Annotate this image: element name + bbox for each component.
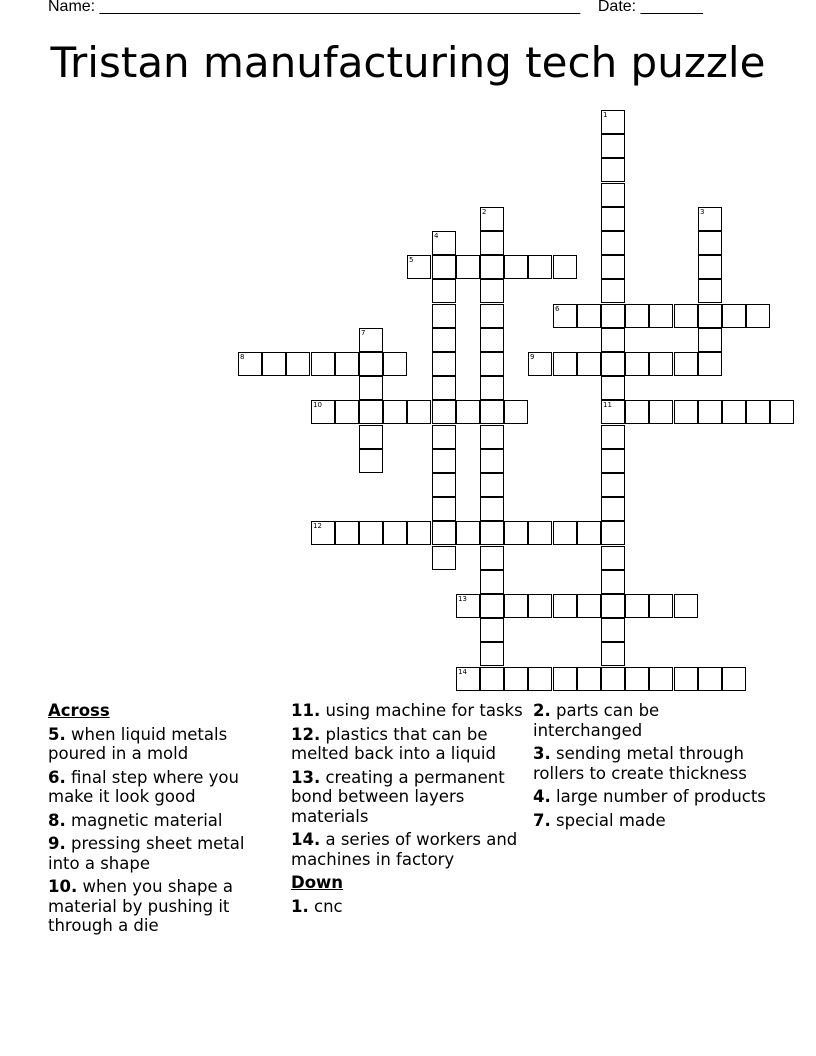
crossword-cell[interactable]	[601, 376, 625, 400]
crossword-cell[interactable]	[480, 352, 504, 376]
crossword-cell[interactable]	[601, 570, 625, 594]
crossword-cell[interactable]	[601, 521, 625, 545]
crossword-cell[interactable]	[601, 473, 625, 497]
crossword-cell[interactable]	[480, 521, 504, 545]
crossword-cell[interactable]	[601, 134, 625, 158]
crossword-cell[interactable]	[601, 594, 625, 618]
crossword-cell[interactable]	[601, 110, 625, 134]
crossword-cell[interactable]	[359, 376, 383, 400]
clue-across-13: 13. creating a permanent bond between layers materials	[291, 767, 505, 826]
crossword-cell[interactable]	[722, 304, 746, 328]
crossword-cell[interactable]	[480, 304, 504, 328]
crossword-cell[interactable]	[480, 207, 504, 231]
crossword-cell[interactable]	[698, 304, 722, 328]
crossword-cell[interactable]	[577, 352, 601, 376]
crossword-cell[interactable]	[674, 304, 698, 328]
crossword-cell[interactable]	[601, 207, 625, 231]
crossword-cell[interactable]	[722, 667, 746, 691]
crossword-cell[interactable]	[601, 400, 625, 424]
crossword-cell[interactable]	[383, 352, 407, 376]
clue-number: 1	[603, 111, 608, 119]
clue-across-8: 8. magnetic material	[48, 810, 223, 830]
crossword-cell[interactable]	[698, 667, 722, 691]
clue-number: 8	[240, 353, 245, 361]
crossword-cell[interactable]	[553, 521, 577, 545]
crossword-cell[interactable]	[432, 473, 456, 497]
crossword-cell[interactable]	[722, 400, 746, 424]
crossword-cell[interactable]	[480, 570, 504, 594]
clue-number: 5	[409, 256, 414, 264]
crossword-cell[interactable]	[456, 400, 480, 424]
crossword-cell[interactable]	[649, 352, 673, 376]
crossword-cell[interactable]	[407, 400, 431, 424]
crossword-cell[interactable]	[432, 400, 456, 424]
crossword-cell[interactable]	[698, 352, 722, 376]
crossword-cell[interactable]	[480, 667, 504, 691]
crossword-cell[interactable]	[456, 594, 480, 618]
crossword-cell[interactable]	[770, 400, 794, 424]
crossword-cell[interactable]	[407, 521, 431, 545]
crossword-cell[interactable]	[359, 328, 383, 352]
crossword-cell[interactable]	[480, 376, 504, 400]
crossword-cell[interactable]	[698, 207, 722, 231]
crossword-cell[interactable]	[601, 304, 625, 328]
crossword-cell[interactable]	[432, 255, 456, 279]
clue-number: 10	[313, 401, 322, 409]
crossword-cell[interactable]	[359, 521, 383, 545]
crossword-cell[interactable]	[528, 521, 552, 545]
crossword-cell[interactable]	[359, 352, 383, 376]
clue-across-5: 5. when liquid metals poured in a mold	[48, 724, 228, 763]
crossword-cell[interactable]	[238, 352, 262, 376]
clues-column-3	[533, 701, 773, 834]
crossword-cell[interactable]	[674, 352, 698, 376]
clue-down-3: 3. sending metal through rollers to create thickness	[533, 744, 747, 783]
crossword-cell[interactable]	[480, 279, 504, 303]
clue-number: 2	[482, 208, 487, 216]
crossword-cell[interactable]	[601, 183, 625, 207]
crossword-cell[interactable]	[674, 400, 698, 424]
crossword-cell[interactable]	[577, 667, 601, 691]
crossword-cell[interactable]	[480, 400, 504, 424]
crossword-cell[interactable]	[359, 449, 383, 473]
crossword-cell[interactable]	[601, 667, 625, 691]
crossword-cell[interactable]	[601, 328, 625, 352]
crossword-cell[interactable]	[480, 594, 504, 618]
crossword-cell[interactable]	[311, 352, 335, 376]
crossword-cell[interactable]	[359, 425, 383, 449]
crossword-cell[interactable]	[286, 352, 310, 376]
down-heading: Down	[291, 873, 344, 892]
crossword-cell[interactable]	[528, 667, 552, 691]
crossword-cell[interactable]	[504, 594, 528, 618]
crossword-cell[interactable]	[601, 497, 625, 521]
crossword-cell[interactable]	[553, 255, 577, 279]
crossword-cell[interactable]	[625, 594, 649, 618]
clue-across-12: 12. plastics that can be melted back into a liquid	[291, 724, 496, 763]
crossword-cell[interactable]	[601, 158, 625, 182]
name-field-label: Name: ______________________________________________________	[48, 0, 581, 15]
crossword-cell[interactable]	[553, 667, 577, 691]
clue-number: 6	[555, 305, 560, 313]
crossword-cell[interactable]	[480, 546, 504, 570]
crossword-cell[interactable]	[674, 594, 698, 618]
crossword-cell[interactable]	[674, 667, 698, 691]
clue-number: 4	[434, 232, 439, 240]
crossword-cell[interactable]	[577, 594, 601, 618]
clue-across-9: 9. pressing sheet metal into a shape	[48, 834, 245, 873]
crossword-cell[interactable]	[480, 473, 504, 497]
clue-across-14: 14. a series of workers and machines in factory	[291, 830, 518, 869]
clue-down-4: 4. large number of products	[533, 787, 766, 806]
clue-number: 7	[361, 329, 366, 337]
crossword-cell[interactable]	[456, 255, 480, 279]
crossword-cell[interactable]	[625, 304, 649, 328]
crossword-cell[interactable]	[480, 618, 504, 642]
clues-column-1	[48, 701, 276, 940]
crossword-cell[interactable]	[480, 231, 504, 255]
clue-across-11: 11. using machine for tasks	[291, 701, 523, 720]
crossword-cell[interactable]	[432, 497, 456, 521]
crossword-cell[interactable]	[383, 400, 407, 424]
crossword-cell[interactable]	[746, 400, 770, 424]
crossword-cell[interactable]	[432, 279, 456, 303]
crossword-cell[interactable]	[698, 279, 722, 303]
crossword-cell[interactable]	[432, 425, 456, 449]
crossword-cell[interactable]	[432, 546, 456, 570]
clue-down-1: 1. cnc	[291, 896, 343, 916]
crossword-cell[interactable]	[407, 255, 431, 279]
clue-number: 11	[603, 401, 612, 409]
crossword-cell[interactable]	[480, 449, 504, 473]
clue-across-6: 6. final step where you make it look good	[48, 767, 239, 806]
clue-down-2: 2. parts can be interchanged	[533, 701, 660, 740]
crossword-cell[interactable]	[504, 400, 528, 424]
crossword-cell[interactable]	[698, 255, 722, 279]
crossword-cell[interactable]	[649, 400, 673, 424]
crossword-cell[interactable]	[553, 352, 577, 376]
crossword-cell[interactable]	[577, 521, 601, 545]
crossword-cell[interactable]	[601, 546, 625, 570]
crossword-cell[interactable]	[649, 667, 673, 691]
crossword-cell[interactable]	[383, 521, 407, 545]
clue-down-7: 7. special made	[533, 810, 666, 830]
crossword-cell[interactable]	[625, 667, 649, 691]
date-field-label: Date: _______	[597, 0, 703, 15]
crossword-cell[interactable]	[262, 352, 286, 376]
crossword-cell[interactable]	[601, 352, 625, 376]
crossword-cell[interactable]	[601, 449, 625, 473]
crossword-cell[interactable]	[625, 400, 649, 424]
crossword-cell[interactable]	[601, 425, 625, 449]
crossword-cell[interactable]	[432, 376, 456, 400]
crossword-cell[interactable]	[601, 255, 625, 279]
crossword-cell[interactable]	[456, 667, 480, 691]
clues-column-2	[291, 701, 523, 920]
across-heading: Across	[48, 701, 110, 720]
crossword-cell[interactable]	[335, 352, 359, 376]
crossword-cell[interactable]	[649, 594, 673, 618]
clue-across-10: 10. when you shape a material by pushing it through a die	[48, 877, 233, 935]
clue-number: 3	[700, 208, 705, 216]
crossword-cell[interactable]	[577, 304, 601, 328]
crossword-cell[interactable]	[480, 328, 504, 352]
crossword-cell[interactable]	[601, 642, 625, 666]
crossword-cell[interactable]	[311, 400, 335, 424]
crossword-cell[interactable]	[432, 352, 456, 376]
clue-number: 13	[458, 595, 467, 603]
crossword-cell[interactable]	[528, 352, 552, 376]
crossword-cell[interactable]	[456, 521, 480, 545]
crossword-cell[interactable]	[335, 400, 359, 424]
crossword-cell[interactable]	[504, 667, 528, 691]
crossword-cell[interactable]	[311, 521, 335, 545]
clue-number: 14	[458, 668, 467, 676]
crossword-cell[interactable]	[553, 594, 577, 618]
crossword-cell[interactable]	[432, 304, 456, 328]
crossword-cell[interactable]	[335, 521, 359, 545]
crossword-cell[interactable]	[528, 255, 552, 279]
crossword-cell[interactable]	[480, 425, 504, 449]
clue-number: 12	[313, 522, 322, 530]
crossword-cell[interactable]	[649, 304, 673, 328]
crossword-cell[interactable]	[504, 255, 528, 279]
crossword-cell[interactable]	[432, 231, 456, 255]
crossword-cell[interactable]	[698, 231, 722, 255]
crossword-cell[interactable]	[553, 304, 577, 328]
crossword-cell[interactable]	[601, 618, 625, 642]
crossword-cell[interactable]	[698, 400, 722, 424]
crossword-cell[interactable]	[480, 497, 504, 521]
clue-number: 9	[530, 353, 535, 361]
crossword-cell[interactable]	[480, 642, 504, 666]
crossword-cell[interactable]	[432, 449, 456, 473]
crossword-cell[interactable]	[625, 352, 649, 376]
page-title: Tristan manufacturing tech puzzle	[50, 38, 766, 87]
crossword-cell[interactable]	[504, 521, 528, 545]
crossword-cell[interactable]	[528, 594, 552, 618]
crossword-cell[interactable]	[432, 328, 456, 352]
crossword-cell[interactable]	[480, 255, 504, 279]
crossword-cell[interactable]	[601, 279, 625, 303]
crossword-cell[interactable]	[698, 328, 722, 352]
crossword-cell[interactable]	[359, 400, 383, 424]
crossword-cell[interactable]	[432, 521, 456, 545]
crossword-cell[interactable]	[746, 304, 770, 328]
crossword-cell[interactable]	[601, 231, 625, 255]
